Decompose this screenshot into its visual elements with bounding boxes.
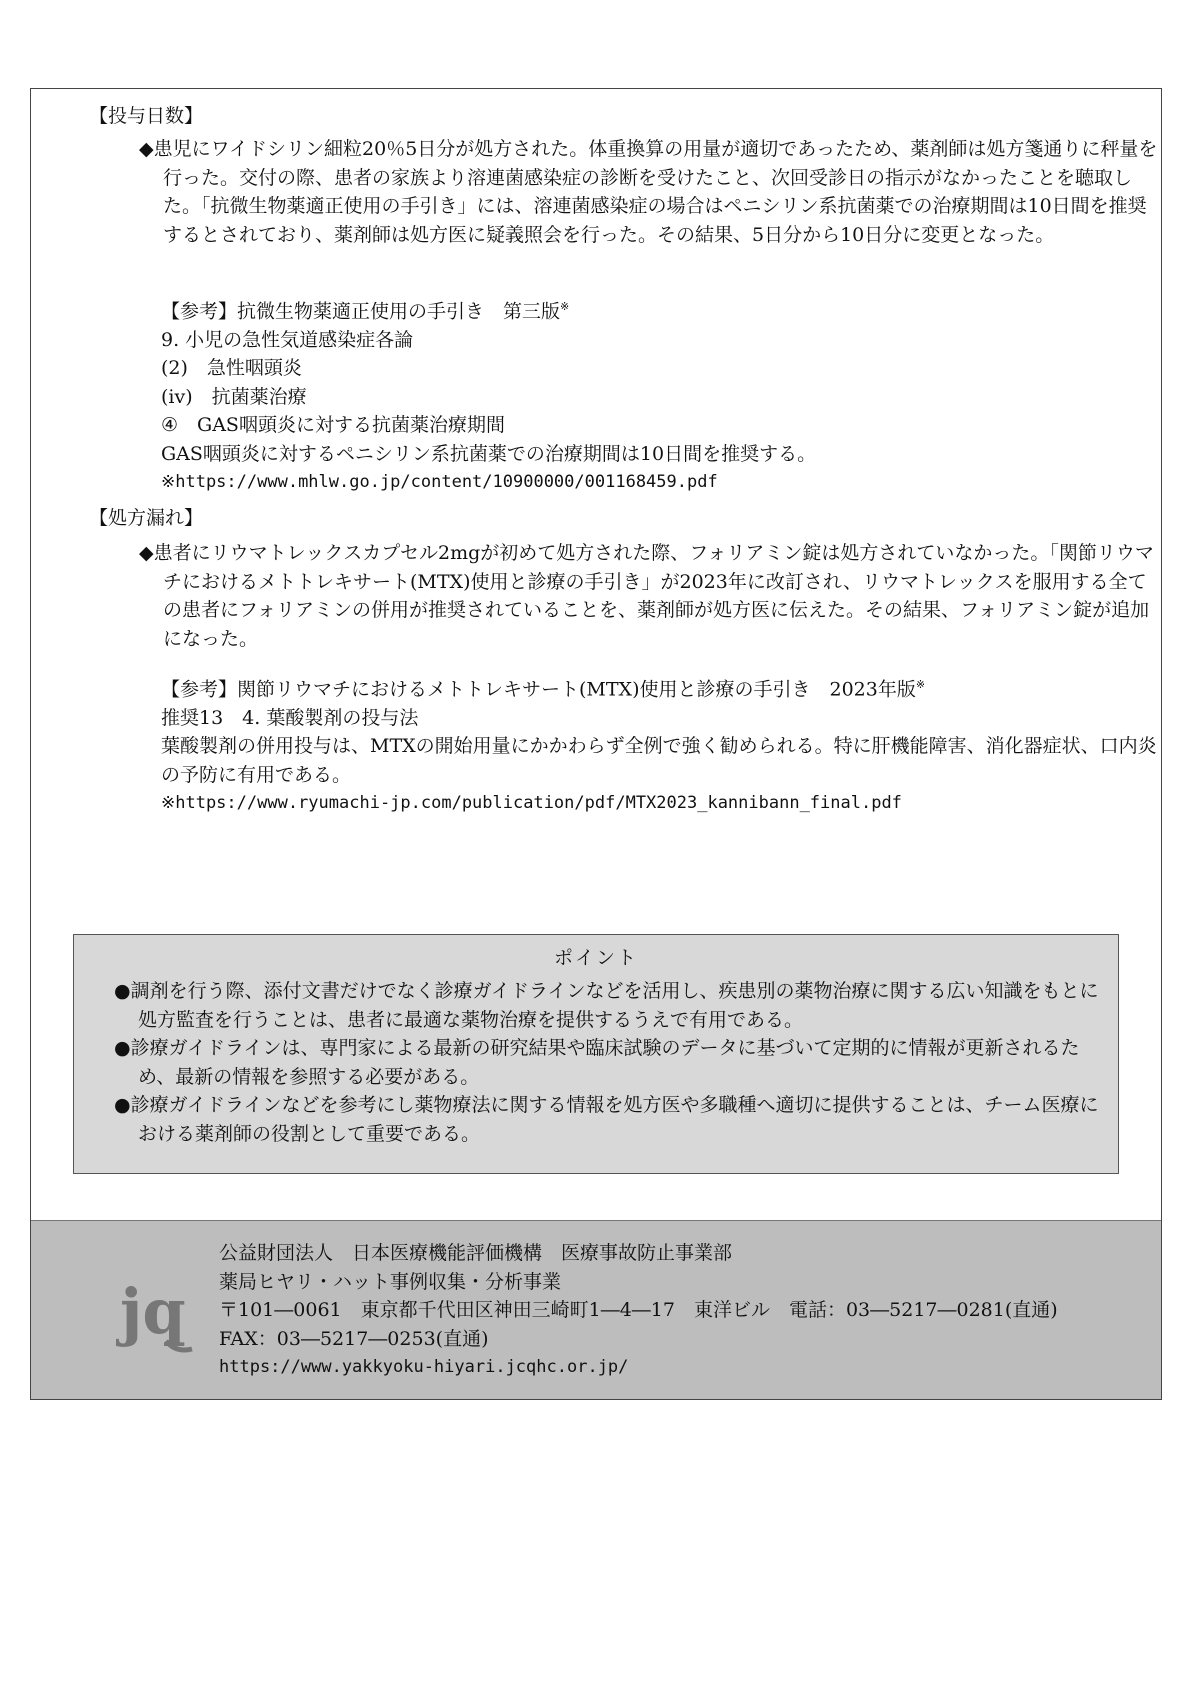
point-item: ●診療ガイドラインは、専門家による最新の研究結果や臨床試験のデータに基づいて定期的に情報が更新されるため、最新の情報を参照する必要がある。 [114, 1037, 1080, 1088]
case-text-1: ◆患児にワイドシリン細粒20％5日分が処方された。体重換算の用量が適切であったため、薬剤師は処方箋通りに秤量を行った。交付の際、患者の家族より溶連菌感染症の診断を受けたこと、次回受診日の指示がなかったことを聴取した。「抗微生物薬適正使用の手引き」には、溶連菌感染症の場合はペニシリン系抗菌薬での治療期間は10日間を推奨するとされており、薬剤師は処方医に疑義照会を行った。その結果、5日分から10日分に変更となった。 [139, 138, 1158, 246]
footer-url[interactable]: https://www.yakkyoku-hiyari.jcqhc.or.jp/ [219, 1357, 629, 1377]
reference-line: 9. 小児の急性気道感染症各論 [161, 328, 414, 351]
case-text-2: ◆患者にリウマトレックスカプセル2mgが初めて処方された際、フォリアミン錠は処方されていなかった。「関節リウマチにおけるメトトレキサート(MTX)使用と診療の手引き」が2023年に改訂され、リウマトレックスを服用する全ての患者にフォリアミンの併用が推奨されていることを、薬剤師が処方医に伝えた。その結果、フォリアミン錠が追加になった。 [139, 542, 1154, 650]
section-heading-prescription-omission: 【処方漏れ】 [89, 507, 204, 529]
reference-url-1[interactable]: ※https://www.mhlw.go.jp/content/10900000/001168459.pdf [161, 472, 718, 493]
footer-project: 薬局ヒヤリ・ハット事例収集・分析事業 [219, 1270, 562, 1293]
footer-org: 公益財団法人 日本医療機能評価機構 医療事故防止事業部 [219, 1242, 733, 1264]
reference-mark-2: ※ [915, 678, 926, 691]
points-title: ポイント [553, 947, 638, 969]
reference-line: ④ GAS咽頭炎に対する抗菌薬治療期間 [161, 414, 505, 437]
case-paragraph-2 [139, 539, 1159, 653]
reference-line: GAS咽頭炎に対するペニシリン系抗菌薬での治療期間は10日間を推奨する。 [161, 442, 817, 465]
reference-line: 葉酸製剤の併用投与は、MTXの開始用量にかかわらず全例で強く勧められる。特に肝機能障害、消化器症状、口内炎の予防に有用である。 [161, 735, 1157, 786]
case-paragraph-1 [139, 135, 1159, 249]
reference-title-1: 【参考】抗微生物薬適正使用の手引き 第三版※ [161, 300, 570, 323]
reference-line: 推奨13 4. 葉酸製剤の投与法 [161, 706, 419, 729]
reference-mark-1: ※ [560, 300, 570, 313]
reference-line: (2) 急性咽頭炎 [161, 357, 302, 380]
footer [31, 1220, 1161, 1399]
reference-block-1 [161, 293, 1161, 497]
logo-text: jq [120, 1275, 186, 1348]
points-box [73, 934, 1119, 1174]
footer-fax: FAX：03―5217―0253(直通) [219, 1327, 489, 1350]
page-frame [30, 88, 1162, 1400]
reference-url-2[interactable]: ※https://www.ryumachi-jp.com/publication/pdf/MTX2023_kannibann_final.pdf [161, 793, 902, 814]
content-area [31, 89, 1161, 1224]
footer-address: 〒101―0061 東京都千代田区神田三崎町1―4―17 東洋ビル 電話：03―5217―0281(直通) [219, 1299, 1058, 1321]
reference-title-2: 【参考】関節リウマチにおけるメトトレキサート(MTX)使用と診療の手引き 2023年版※ [161, 678, 926, 701]
reference-line: (iv) 抗菌薬治療 [161, 385, 307, 408]
section-heading-dosing-days: 【投与日数】 [89, 105, 204, 127]
jq-logo [116, 1271, 196, 1361]
points-list [114, 977, 1104, 1148]
footer-contact [219, 1239, 1058, 1382]
reference-block-2 [161, 671, 1161, 818]
point-item: ●診療ガイドラインなどを参考にし薬物療法に関する情報を処方医や多職種へ適切に提供することは、チーム医療における薬剤師の役割として重要である。 [114, 1094, 1099, 1145]
point-item: ●調剤を行う際、添付文書だけでなく診療ガイドラインなどを活用し、疾患別の薬物治療に関する広い知識をもとに処方監査を行うことは、患者に最適な薬物治療を提供するうえで有用である。 [114, 980, 1099, 1031]
